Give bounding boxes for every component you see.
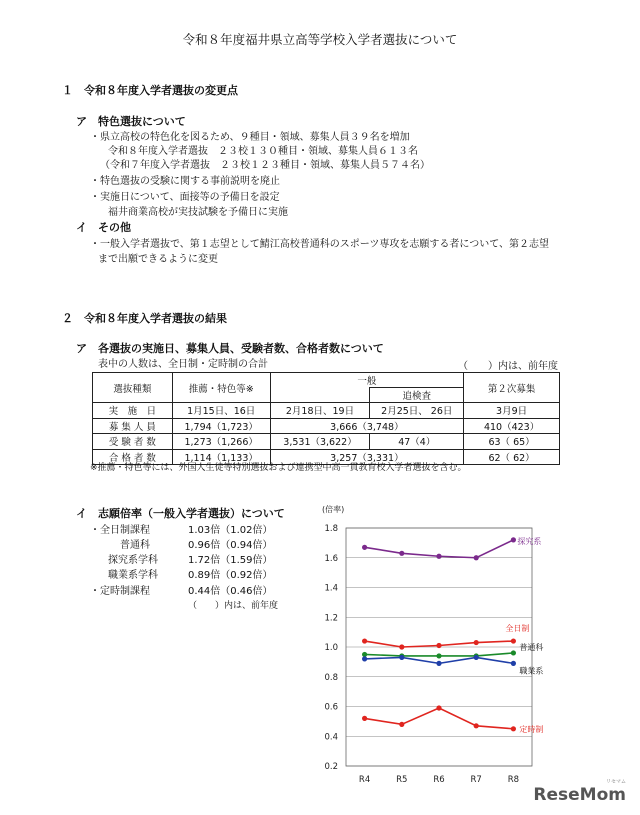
table-note-left: 表中の人数は、全日制・定時制の合計 bbox=[98, 359, 268, 370]
table-row: 募 集 人 員 1,794（1,723） 3,666（3,748） 410（423） bbox=[93, 418, 560, 434]
y-tick-label: 0.2 bbox=[324, 762, 338, 772]
series-point bbox=[362, 545, 367, 550]
header-type: 選抜種類 bbox=[93, 373, 173, 403]
section1-i-title: イ その他 bbox=[76, 221, 131, 234]
series-point bbox=[399, 644, 404, 649]
series-point bbox=[362, 656, 367, 661]
series-point bbox=[436, 705, 441, 710]
y-tick-label: 1.0 bbox=[324, 643, 338, 653]
ratio-label: ・全日制課程 bbox=[90, 525, 150, 536]
logo-text: ReseMom bbox=[533, 785, 626, 805]
series-label: 定時制 bbox=[519, 724, 544, 734]
x-tick-label: R6 bbox=[433, 775, 445, 785]
ratio-line-chart bbox=[300, 500, 550, 792]
x-tick-label: R8 bbox=[507, 775, 520, 785]
series-point bbox=[511, 638, 516, 643]
series-point bbox=[511, 726, 516, 731]
section1-heading: １ 令和８年度入学者選抜の変更点 bbox=[62, 84, 238, 97]
series-point bbox=[362, 638, 367, 643]
y-tick-label: 1.4 bbox=[324, 583, 338, 594]
section2-a-title: ア 各選抜の実施日、募集人員、受験者数、合格者数について bbox=[76, 342, 384, 355]
x-tick-label: R7 bbox=[470, 775, 482, 785]
series-point bbox=[399, 551, 404, 556]
x-tick-label: R5 bbox=[396, 775, 408, 785]
header-second: 第２次募集 bbox=[464, 373, 560, 403]
ratio-value: 1.03倍（1.02倍） bbox=[188, 525, 273, 536]
table-row: 受 験 者 数 1,273（1,266） 3,531（3,622） 47（4） 63（ 65） bbox=[93, 434, 560, 450]
y-tick-label: 0.6 bbox=[324, 702, 338, 713]
series-point bbox=[474, 640, 479, 645]
selection-results-table bbox=[92, 372, 560, 465]
resemom-logo bbox=[533, 779, 626, 805]
table-row: 合 格 者 数 1,114（1,133） 3,257（3,331） 62（ 62） bbox=[93, 449, 560, 465]
logo-tag: リセマム bbox=[606, 779, 626, 785]
series-point bbox=[362, 716, 367, 721]
ratio-value: 1.72倍（1.59倍） bbox=[188, 555, 273, 566]
series-label: 全日制 bbox=[505, 624, 530, 634]
x-tick-label: R4 bbox=[358, 775, 371, 785]
series-label: 普通科 bbox=[519, 642, 544, 652]
series-point bbox=[399, 655, 404, 660]
header-ippan: 一般 bbox=[270, 373, 464, 388]
ratio-label: ・定時制課程 bbox=[90, 586, 150, 597]
header-tsui: 追検査 bbox=[370, 388, 464, 403]
series-point bbox=[511, 661, 516, 666]
series-point bbox=[474, 655, 479, 660]
y-axis-label: (倍率) bbox=[322, 505, 345, 514]
ratio-note: （ ）内は、前年度 bbox=[188, 601, 279, 611]
ratio-value: 0.44倍（0.46倍） bbox=[188, 586, 273, 597]
y-tick-label: 1.2 bbox=[324, 613, 338, 624]
series-point bbox=[436, 554, 441, 559]
series-label: 探究系 bbox=[517, 536, 542, 546]
section1-a-line: ・県立高校の特色化を図るため、９種目・領域、募集人員３９名を増加 bbox=[90, 132, 410, 143]
ratio-label: 探究系学科 bbox=[108, 555, 158, 566]
section1-i-line: ・一般入学者選抜で、第１志望として鯖江高校普通科のスポーツ専攻を志願する者について、第２志望 bbox=[90, 239, 549, 250]
table-note-right: （ ）内は、前年度 bbox=[458, 361, 558, 372]
series-point bbox=[436, 653, 441, 658]
series-point bbox=[474, 723, 479, 728]
y-tick-label: 0.4 bbox=[324, 732, 338, 743]
series-point bbox=[511, 537, 516, 542]
y-tick-label: 1.6 bbox=[324, 553, 338, 564]
section1-a-title: ア 特色選抜について bbox=[76, 115, 186, 128]
series-point bbox=[436, 661, 441, 666]
header-suisen: 推薦・特色等※ bbox=[172, 373, 270, 403]
series-label: 職業系 bbox=[519, 666, 544, 676]
section2-heading: ２ 令和８年度入学者選抜の結果 bbox=[62, 312, 227, 325]
section2-i-title: イ 志願倍率（一般入学者選抜）について bbox=[76, 507, 285, 520]
series-point bbox=[474, 555, 479, 560]
y-tick-label: 0.8 bbox=[324, 672, 338, 683]
section1-a-line: ・実施日について、面接等の予備日を設定 bbox=[90, 192, 280, 203]
ratio-value: 0.89倍（0.92倍） bbox=[188, 570, 273, 581]
ratio-label: 普通科 bbox=[120, 540, 150, 551]
section1-a-line: 令和８年度入学者選抜 ２３校１３０種目・領域、募集人員６１３名 bbox=[108, 146, 418, 157]
header-blank bbox=[270, 388, 370, 403]
series-point bbox=[362, 652, 367, 657]
y-tick-label: 1.8 bbox=[324, 524, 338, 534]
table-footnote: ※推薦・特色等には、外国人生徒等特別選抜および連携型中高一貫教育校入学者選抜を含む。 bbox=[90, 463, 467, 473]
section1-a-line: 福井商業高校が実技試験を予備日に実施 bbox=[108, 207, 288, 218]
section1-a-line: （令和７年度入学者選抜 ２３校１２３種目・領域、募集人員５７４名） bbox=[100, 160, 430, 171]
series-point bbox=[436, 643, 441, 648]
ratio-label: 職業系学科 bbox=[108, 570, 158, 581]
section1-i-line: まで出願できるように変更 bbox=[98, 254, 218, 265]
page-title: 令和８年度福井県立高等学校入学者選抜について bbox=[182, 32, 458, 47]
table-row: 実 施 日 1月15日、16日 2月18日、19日 2月25日、 26日 3月9日 bbox=[93, 403, 560, 419]
series-point bbox=[511, 650, 516, 655]
ratio-value: 0.96倍（0.94倍） bbox=[188, 540, 273, 551]
series-line bbox=[365, 708, 514, 729]
series-point bbox=[399, 722, 404, 727]
section1-a-line: ・特色選抜の受験に関する事前説明を廃止 bbox=[90, 176, 280, 187]
